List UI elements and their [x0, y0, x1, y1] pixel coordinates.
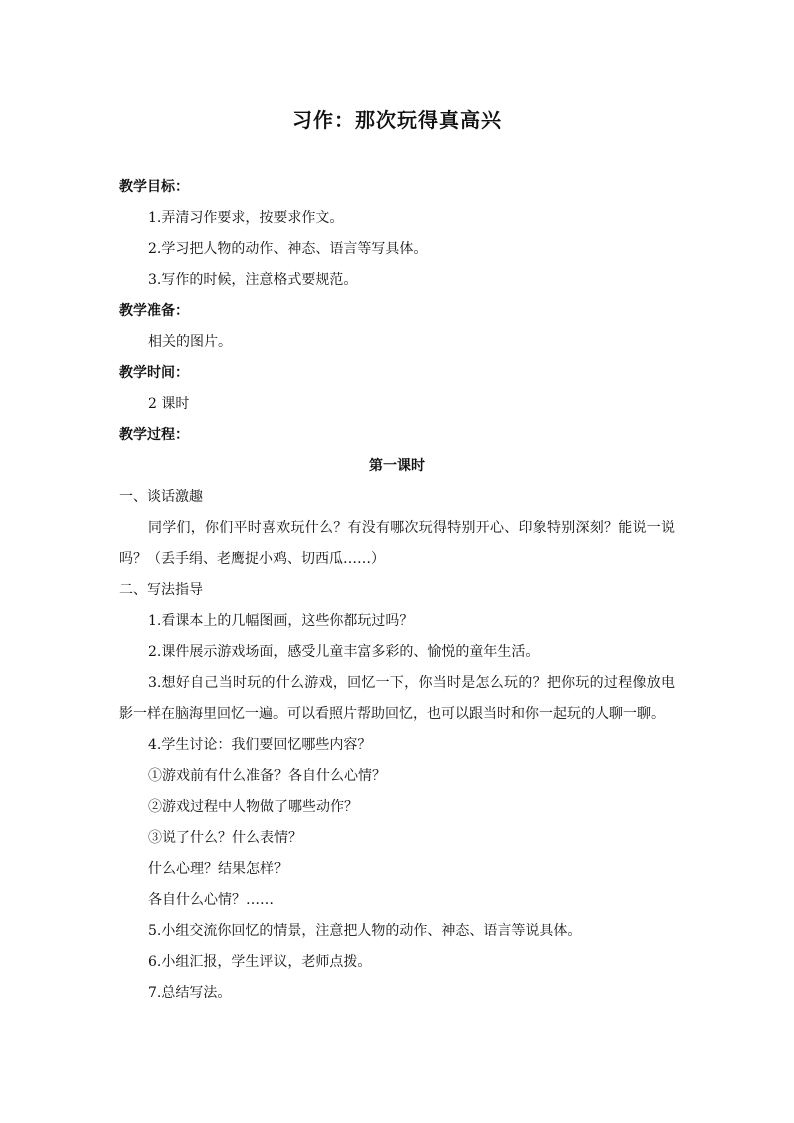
- goal-item-3: 3.写作的时候，注意格式要规范。: [148, 272, 358, 288]
- goal-item-1: 1.弄清习作要求，按要求作文。: [148, 210, 344, 226]
- part2-sub-2: ②游戏过程中人物做了哪些动作？: [148, 799, 358, 815]
- goals-heading: 教学目标：: [119, 179, 189, 195]
- process-heading: 教学过程：: [119, 427, 189, 443]
- part2-item-6: 6.小组汇报，学生评议，老师点拨。: [148, 954, 372, 970]
- part1-heading: 一、谈话激趣: [119, 489, 203, 505]
- document-title: 习作：那次玩得真高兴: [292, 108, 502, 132]
- part2-sub-5: 各自什么心情？……: [148, 892, 274, 908]
- time-text: 2 课时: [148, 396, 190, 412]
- prep-heading: 教学准备：: [119, 303, 189, 319]
- time-heading: 教学时间：: [119, 365, 189, 381]
- document-body: [119, 172, 675, 1009]
- prep-text: 相关的图片。: [148, 334, 232, 350]
- part2-sub-4: 什么心理？结果怎样？: [148, 861, 288, 877]
- part2-item-1: 1.看课本上的几幅图画，这些你都玩过吗？: [148, 613, 414, 629]
- goal-item-2: 2.学习把人物的动作、神态、语言等写具体。: [148, 241, 428, 257]
- part2-sub-1: ①游戏前有什么准备？各自什么心情？: [148, 768, 386, 784]
- part2-item-4: 4.学生讨论：我们要回忆哪些内容？: [148, 737, 372, 753]
- part1-paragraph: 同学们，你们平时喜欢玩什么？有没有哪次玩得特别开心、印象特别深刻？能说一说吗？（丢手绢、老鹰捉小鸡、切西瓜……）: [119, 520, 675, 567]
- part2-sub-3: ③说了什么？什么表情？: [148, 830, 302, 846]
- part2-item-2: 2.课件展示游戏场面，感受儿童丰富多彩的、愉悦的童年生活。: [148, 644, 540, 660]
- part2-item-3: 3.想好自己当时玩的什么游戏，回忆一下，你当时是怎么玩的？把你玩的过程像放电影一样在脑海里回忆一遍。可以看照片帮助回忆，也可以跟当时和你一起玩的人聊一聊。: [119, 675, 675, 722]
- part2-heading: 二、写法指导: [119, 582, 203, 598]
- part2-item-5: 5.小组交流你回忆的情景，注意把人物的动作、神态、语言等说具体。: [148, 923, 582, 939]
- lesson1-heading: 第一课时: [369, 458, 425, 474]
- part2-item-7: 7.总结写法。: [148, 985, 232, 1001]
